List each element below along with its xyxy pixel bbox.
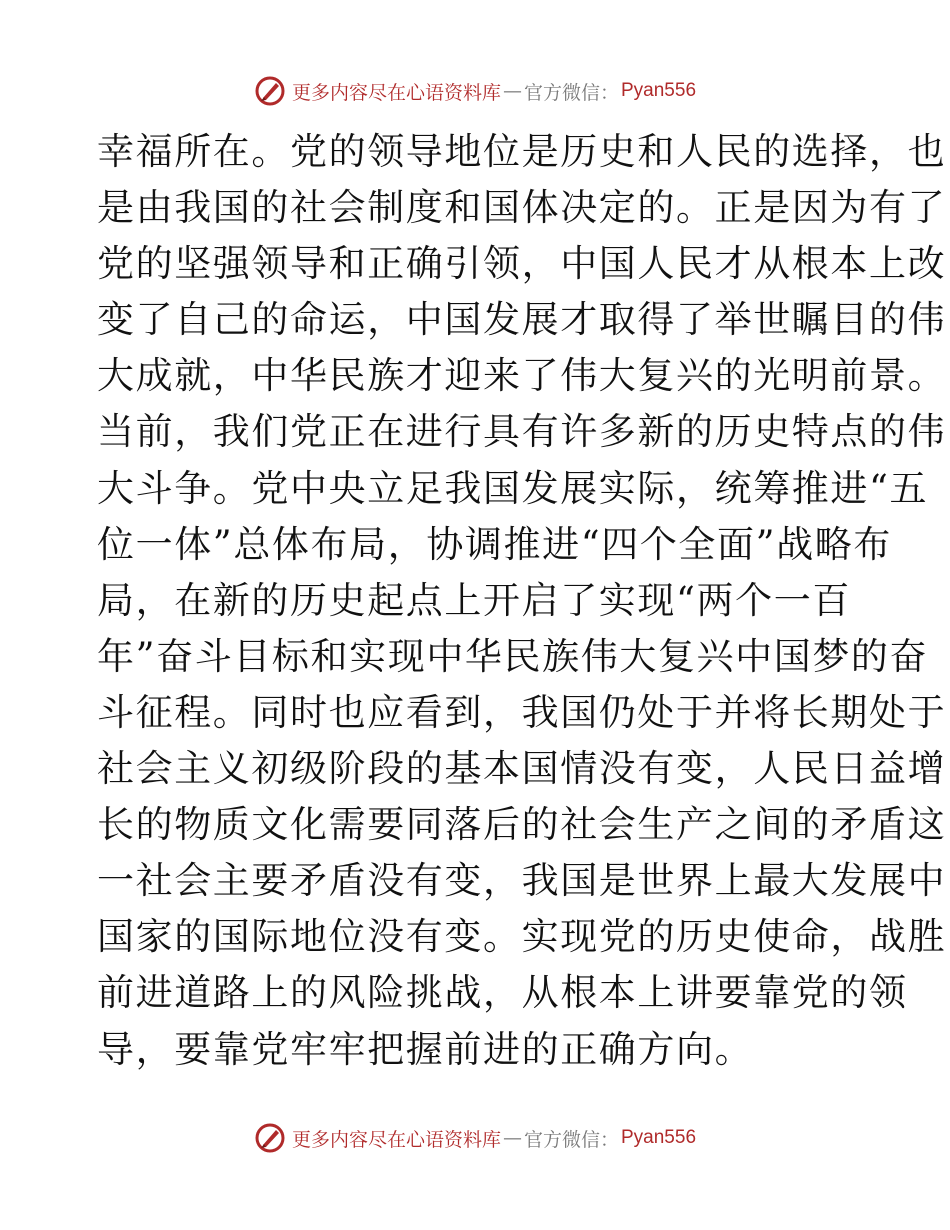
body-line: 一社会主要矛盾没有变，我国是世界上最大发展中 [97, 859, 947, 903]
banner-wechat-label: 官方微信： [523, 81, 619, 104]
banner-wechat-label: 官方微信： [523, 1128, 619, 1151]
body-line: 变了自己的命运，中国发展才取得了举世瞩目的伟 [97, 298, 947, 342]
body-line: 大斗争。党中央立足我国发展实际，统筹推进“五 [97, 466, 929, 510]
banner-separator: — [502, 1127, 522, 1149]
banner-separator: — [502, 80, 522, 102]
banner-wechat-id: Pyan556 [621, 1127, 697, 1148]
body-line: 国家的国际地位没有变。实现党的历史使命，战胜 [97, 915, 947, 959]
banner-site-text: 更多内容尽在心语资料库 [291, 1128, 501, 1151]
body-line: 年”奋斗目标和实现中华民族伟大复兴中国梦的奋 [97, 634, 929, 678]
body-line: 导，要靠党牢牢把握前进的正确方向。 [97, 1027, 754, 1071]
document-body [97, 124, 947, 1078]
body-line: 社会主义初级阶段的基本国情没有变，人民日益增 [97, 747, 947, 791]
footer-watermark-banner [0, 1118, 950, 1158]
body-line: 长的物质文化需要同落后的社会生产之间的矛盾这 [97, 803, 947, 847]
body-line: 前进道路上的风险挑战，从根本上讲要靠党的领 [97, 971, 908, 1015]
body-line: 局，在新的历史起点上开启了实现“两个一百 [97, 578, 851, 622]
body-line: 斗征程。同时也应看到，我国仍处于并将长期处于 [97, 690, 947, 734]
banner-wechat-id: Pyan556 [621, 80, 697, 101]
body-line: 当前，我们党正在进行具有许多新的历史特点的伟 [97, 410, 947, 454]
quill-logo-icon [254, 1122, 286, 1154]
body-line: 幸福所在。党的领导地位是历史和人民的选择，也 [97, 130, 947, 173]
banner-site-text: 更多内容尽在心语资料库 [291, 81, 501, 104]
body-line: 大成就，中华民族才迎来了伟大复兴的光明前景。 [97, 354, 947, 398]
header-watermark-banner [0, 71, 950, 111]
body-line: 位一体”总体布局，协调推进“四个全面”战略布 [97, 522, 892, 566]
body-line: 是由我国的社会制度和国体决定的。正是因为有了 [97, 186, 947, 230]
body-line: 党的坚强领导和正确引领，中国人民才从根本上改 [97, 242, 947, 286]
quill-logo-icon [254, 75, 286, 107]
